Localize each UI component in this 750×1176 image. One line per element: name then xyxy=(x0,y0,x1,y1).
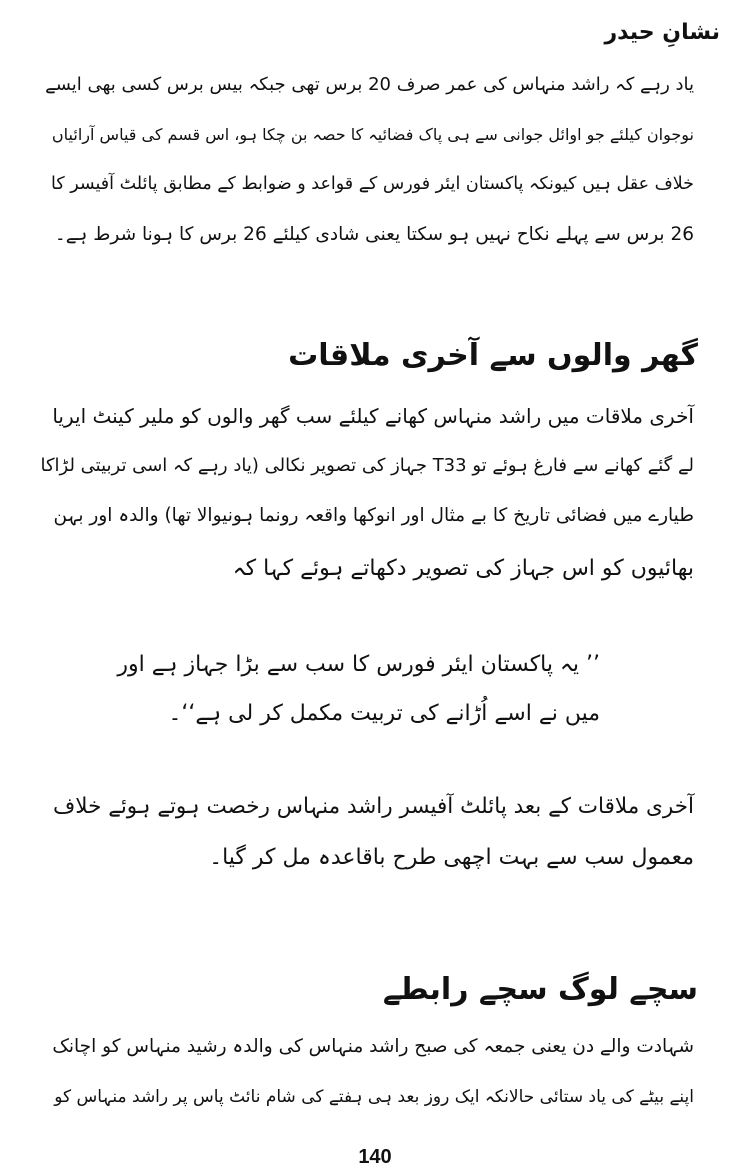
paragraph-line: معمول سب سے بہت اچھی طرح باقاعدہ مل کر گیا۔ xyxy=(209,845,694,870)
paragraph-line: آخری ملاقات میں راشد منہاس کھانے کیلئے سب گھر والوں کو ملیر کینٹ ایریا xyxy=(52,404,694,428)
quote-line: ’’ یہ پاکستان ایئر فورس کا سب سے بڑا جہاز ہے اور xyxy=(117,652,600,677)
paragraph-line: آخری ملاقات کے بعد پائلٹ آفیسر راشد منہاس رخصت ہوتے ہوئے خلاف xyxy=(52,794,694,819)
paragraph-line: شہادت والے دن یعنی جمعہ کی صبح راشد منہاس کی والدہ رشید منہاس کو اچانک xyxy=(52,1036,694,1057)
paragraph-line: خلاف عقل ہیں کیونکہ پاکستان ایئر فورس کے قواعد و ضوابط کے مطابق پائلٹ آفیسر کا xyxy=(51,174,694,194)
paragraph-line: بھائیوں کو اس جہاز کی تصویر دکھاتے ہوئے کہا کہ xyxy=(232,556,694,581)
page-number: 140 xyxy=(358,1146,392,1168)
paragraph-line: نوجوان کیلئے جو اوائل جوانی سے ہی پاک فضائیہ کا حصہ بن چکا ہو، اس قسم کی قیاس آرائیاں xyxy=(51,125,694,144)
paragraph-line: اپنے بیٹے کی یاد ستائی حالانکہ ایک روز بعد ہی ہفتے کی شام نائٹ پاس پر راشد منہاس کو xyxy=(54,1087,694,1107)
quote-line: میں نے اسے اُڑانے کی تربیت مکمل کر لی ہے‘‘۔ xyxy=(168,701,600,726)
running-header: نشانِ حیدر xyxy=(604,20,720,45)
paragraph-line: طیارے میں فضائی تاریخ کا بے مثال اور انوکھا واقعہ رونما ہونیوالا تھا) والدہ اور بہن xyxy=(53,505,694,526)
section-heading: سچے لوگ سچے رابطے xyxy=(382,972,698,1007)
section-heading: گھر والوں سے آخری ملاقات xyxy=(288,338,698,373)
paragraph-line: لے گئے کھانے سے فارغ ہوئے تو T33 جہاز کی تصویر نکالی (یاد رہے کہ اسی تربیتی لڑاکا xyxy=(40,455,694,476)
paragraph-line: 26 برس سے پہلے نکاح نہیں ہو سکتا یعنی شادی کیلئے 26 برس کا ہونا شرط ہے۔ xyxy=(54,224,694,245)
paragraph-line: یاد رہے کہ راشد منہاس کی عمر صرف 20 برس تھی جبکہ بیس برس کسی بھی ایسے xyxy=(45,74,694,95)
